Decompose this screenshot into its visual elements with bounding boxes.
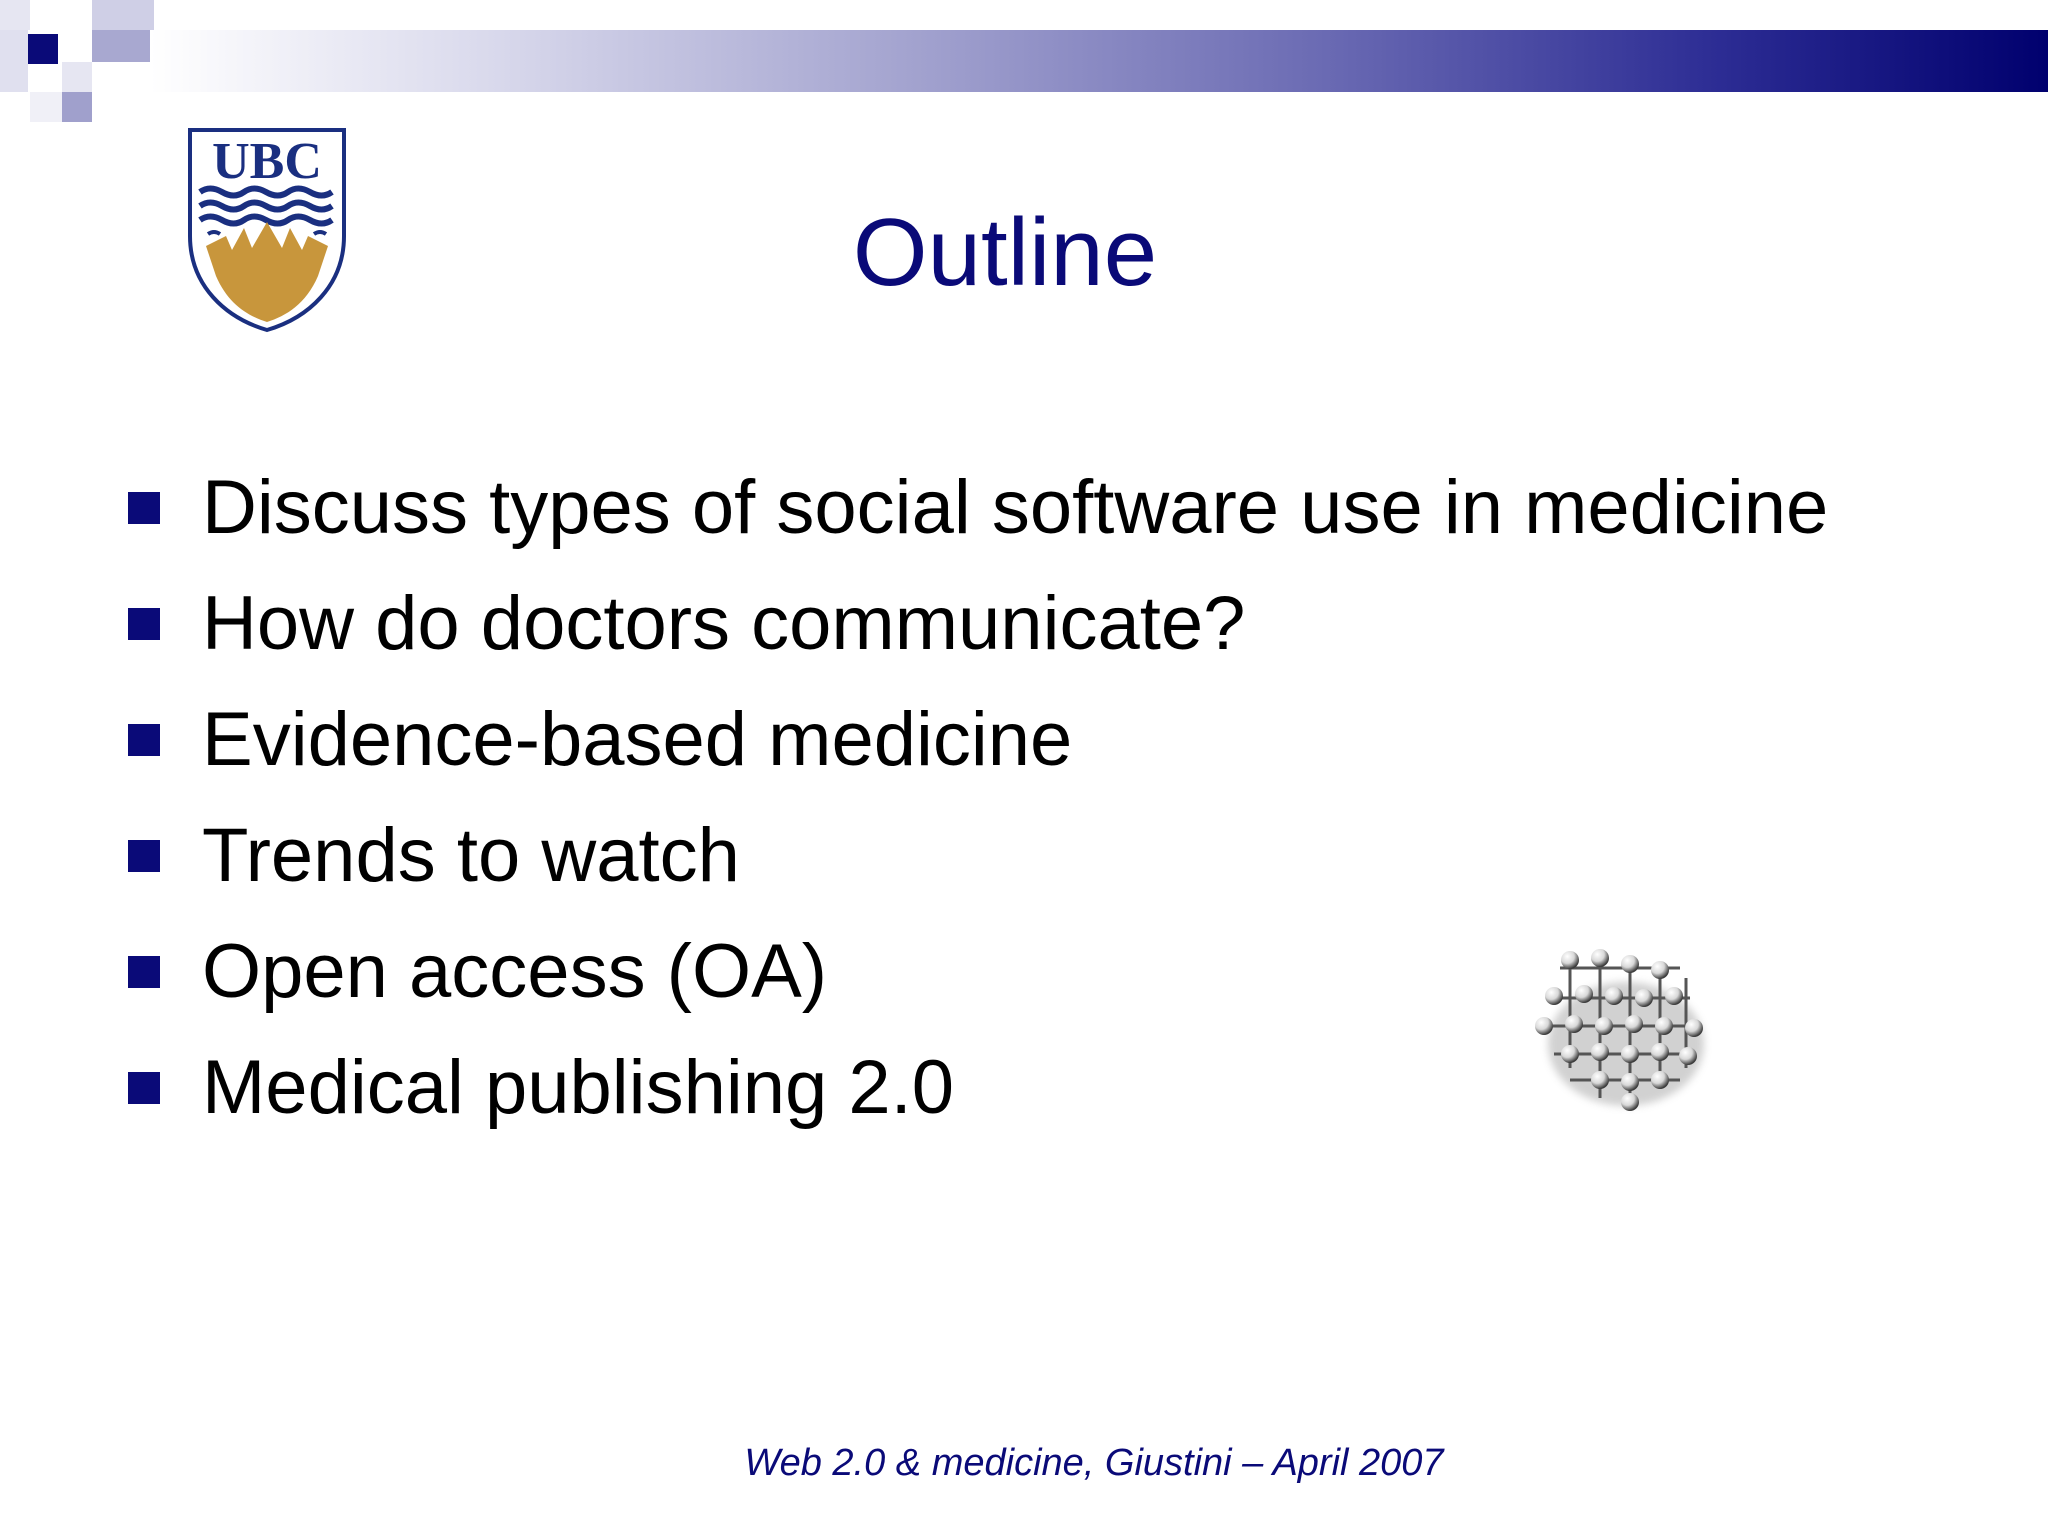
slide-title	[0, 199, 2048, 306]
bullet-text: Open access (OA)	[202, 929, 828, 1014]
square-bullet-icon	[128, 608, 160, 640]
square-bullet-icon	[128, 492, 160, 524]
slide-title-text: Outline	[852, 199, 1158, 306]
bullet-text: Discuss types of social software use in medicine	[202, 465, 1829, 550]
bullet-text: How do doctors communicate?	[202, 581, 1246, 666]
square-bullet-icon	[128, 840, 160, 872]
slide-footer	[0, 1442, 2048, 1485]
square-bullet-icon	[128, 1072, 160, 1104]
bullet-item	[128, 682, 1828, 798]
bullet-text: Trends to watch	[202, 813, 740, 898]
bullet-text: Evidence-based medicine	[202, 697, 1073, 782]
bullet-item	[128, 566, 1828, 682]
ubc-logo-text: UBC	[212, 133, 322, 190]
bullet-item	[128, 798, 1828, 914]
square-bullet-icon	[128, 724, 160, 756]
bullet-item	[128, 450, 1828, 566]
header-gradient-band	[150, 30, 2048, 92]
molecule-lattice-icon	[1530, 948, 1712, 1118]
corner-squares-decoration	[0, 0, 160, 130]
bullet-text: Medical publishing 2.0	[202, 1045, 955, 1130]
footer-text: Web 2.0 & medicine, Giustini – April 2007	[744, 1442, 1444, 1484]
square-bullet-icon	[128, 956, 160, 988]
